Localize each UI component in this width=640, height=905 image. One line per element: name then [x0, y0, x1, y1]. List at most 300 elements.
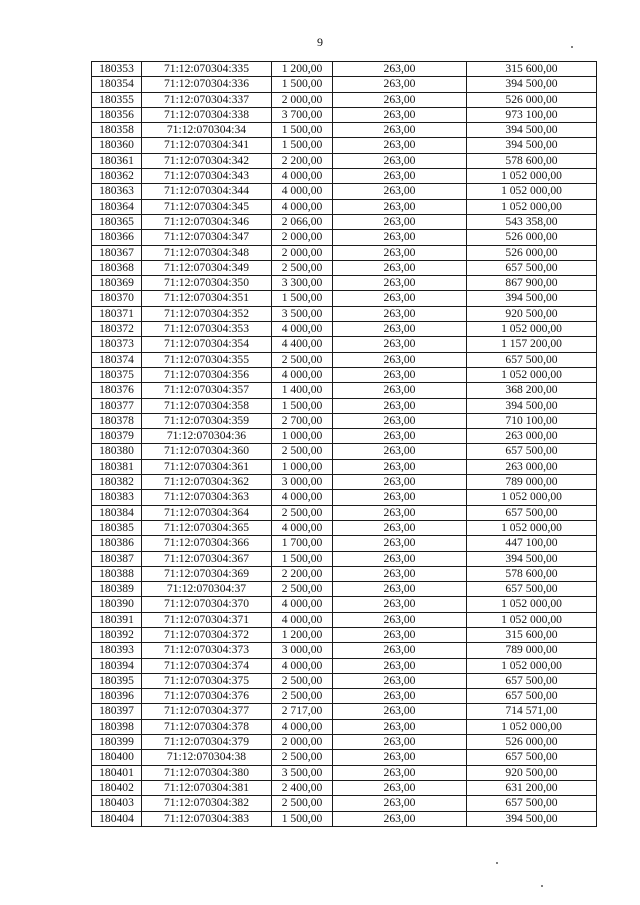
cell-area: 4 000,00 [272, 520, 333, 535]
cell-cadastral-number: 71:12:070304:376 [142, 689, 272, 704]
table-body [92, 62, 597, 827]
cell-id: 180358 [92, 123, 142, 138]
cell-area: 4 000,00 [272, 169, 333, 184]
table-row [92, 582, 597, 597]
cell-rate: 263,00 [333, 260, 467, 275]
cell-cadastral-number: 71:12:070304:34 [142, 123, 272, 138]
cell-sum: 526 000,00 [467, 230, 597, 245]
cell-sum: 394 500,00 [467, 398, 597, 413]
table-row [92, 796, 597, 811]
cell-cadastral-number: 71:12:070304:373 [142, 643, 272, 658]
cell-rate: 263,00 [333, 199, 467, 214]
cell-cadastral-number: 71:12:070304:365 [142, 520, 272, 535]
table-row [92, 750, 597, 765]
cell-rate: 263,00 [333, 214, 467, 229]
cell-id: 180356 [92, 107, 142, 122]
cell-area: 3 700,00 [272, 107, 333, 122]
cell-cadastral-number: 71:12:070304:377 [142, 704, 272, 719]
cell-cadastral-number: 71:12:070304:347 [142, 230, 272, 245]
cell-id: 180361 [92, 153, 142, 168]
cell-sum: 578 600,00 [467, 566, 597, 581]
cell-id: 180366 [92, 230, 142, 245]
cell-rate: 263,00 [333, 627, 467, 642]
table-row [92, 459, 597, 474]
cell-cadastral-number: 71:12:070304:363 [142, 490, 272, 505]
table-row [92, 322, 597, 337]
cell-sum: 1 052 000,00 [467, 520, 597, 535]
table-row [92, 138, 597, 153]
cell-sum: 1 052 000,00 [467, 322, 597, 337]
cell-area: 2 400,00 [272, 780, 333, 795]
cell-cadastral-number: 71:12:070304:356 [142, 367, 272, 382]
cell-sum: 657 500,00 [467, 582, 597, 597]
cell-rate: 263,00 [333, 77, 467, 92]
cell-rate: 263,00 [333, 352, 467, 367]
cell-id: 180404 [92, 811, 142, 826]
table-row [92, 306, 597, 321]
cell-rate: 263,00 [333, 780, 467, 795]
cell-sum: 394 500,00 [467, 291, 597, 306]
table-row [92, 673, 597, 688]
cell-cadastral-number: 71:12:070304:379 [142, 735, 272, 750]
cell-area: 2 000,00 [272, 245, 333, 260]
cell-id: 180355 [92, 92, 142, 107]
cell-sum: 1 052 000,00 [467, 597, 597, 612]
cell-cadastral-number: 71:12:070304:336 [142, 77, 272, 92]
cell-rate: 263,00 [333, 719, 467, 734]
cell-rate: 263,00 [333, 735, 467, 750]
cell-area: 2 500,00 [272, 673, 333, 688]
cell-id: 180386 [92, 536, 142, 551]
cell-area: 3 000,00 [272, 475, 333, 490]
cell-rate: 263,00 [333, 689, 467, 704]
cell-rate: 263,00 [333, 138, 467, 153]
cell-id: 180353 [92, 62, 142, 77]
cell-area: 3 500,00 [272, 765, 333, 780]
cell-id: 180389 [92, 582, 142, 597]
cell-rate: 263,00 [333, 62, 467, 77]
cell-sum: 657 500,00 [467, 750, 597, 765]
cell-rate: 263,00 [333, 184, 467, 199]
table-row [92, 643, 597, 658]
cell-cadastral-number: 71:12:070304:335 [142, 62, 272, 77]
cell-area: 2 500,00 [272, 796, 333, 811]
table-row [92, 92, 597, 107]
cell-cadastral-number: 71:12:070304:364 [142, 505, 272, 520]
table-row [92, 490, 597, 505]
cell-cadastral-number: 71:12:070304:380 [142, 765, 272, 780]
cell-rate: 263,00 [333, 444, 467, 459]
cell-sum: 920 500,00 [467, 765, 597, 780]
cell-area: 2 000,00 [272, 92, 333, 107]
table-row [92, 184, 597, 199]
cell-rate: 263,00 [333, 475, 467, 490]
cell-id: 180397 [92, 704, 142, 719]
cell-sum: 789 000,00 [467, 475, 597, 490]
cell-area: 1 500,00 [272, 77, 333, 92]
cell-area: 4 000,00 [272, 199, 333, 214]
cell-area: 4 000,00 [272, 490, 333, 505]
table-row [92, 199, 597, 214]
cell-area: 2 000,00 [272, 230, 333, 245]
cell-rate: 263,00 [333, 490, 467, 505]
cell-id: 180381 [92, 459, 142, 474]
cell-id: 180372 [92, 322, 142, 337]
cell-id: 180400 [92, 750, 142, 765]
cell-area: 1 500,00 [272, 291, 333, 306]
cell-id: 180380 [92, 444, 142, 459]
cell-cadastral-number: 71:12:070304:381 [142, 780, 272, 795]
cell-cadastral-number: 71:12:070304:360 [142, 444, 272, 459]
cell-rate: 263,00 [333, 367, 467, 382]
cell-cadastral-number: 71:12:070304:337 [142, 92, 272, 107]
cell-area: 2 717,00 [272, 704, 333, 719]
cell-sum: 394 500,00 [467, 138, 597, 153]
cell-rate: 263,00 [333, 673, 467, 688]
land-plots-table [91, 61, 597, 827]
cell-cadastral-number: 71:12:070304:345 [142, 199, 272, 214]
cell-sum: 657 500,00 [467, 505, 597, 520]
table-row [92, 383, 597, 398]
table-row [92, 230, 597, 245]
cell-area: 3 000,00 [272, 643, 333, 658]
cell-cadastral-number: 71:12:070304:353 [142, 322, 272, 337]
cell-id: 180354 [92, 77, 142, 92]
cell-id: 180369 [92, 276, 142, 291]
cell-rate: 263,00 [333, 658, 467, 673]
cell-cadastral-number: 71:12:070304:366 [142, 536, 272, 551]
cell-cadastral-number: 71:12:070304:358 [142, 398, 272, 413]
cell-area: 1 500,00 [272, 398, 333, 413]
cell-area: 4 000,00 [272, 612, 333, 627]
cell-cadastral-number: 71:12:070304:370 [142, 597, 272, 612]
table-row [92, 780, 597, 795]
cell-sum: 714 571,00 [467, 704, 597, 719]
cell-id: 180401 [92, 765, 142, 780]
cell-rate: 263,00 [333, 429, 467, 444]
table-row [92, 735, 597, 750]
cell-sum: 710 100,00 [467, 413, 597, 428]
cell-area: 2 500,00 [272, 750, 333, 765]
cell-sum: 867 900,00 [467, 276, 597, 291]
table-row [92, 566, 597, 581]
cell-id: 180398 [92, 719, 142, 734]
cell-area: 4 000,00 [272, 184, 333, 199]
table-row [92, 444, 597, 459]
cell-sum: 578 600,00 [467, 153, 597, 168]
cell-area: 1 500,00 [272, 551, 333, 566]
table-row [92, 245, 597, 260]
cell-sum: 394 500,00 [467, 811, 597, 826]
table-row [92, 276, 597, 291]
cell-id: 180399 [92, 735, 142, 750]
cell-id: 180383 [92, 490, 142, 505]
table-row [92, 689, 597, 704]
cell-area: 2 500,00 [272, 260, 333, 275]
table-row [92, 153, 597, 168]
cell-area: 1 500,00 [272, 811, 333, 826]
cell-cadastral-number: 71:12:070304:349 [142, 260, 272, 275]
cell-id: 180392 [92, 627, 142, 642]
cell-id: 180373 [92, 337, 142, 352]
cell-sum: 263 000,00 [467, 459, 597, 474]
table-row [92, 291, 597, 306]
cell-sum: 1 052 000,00 [467, 612, 597, 627]
cell-rate: 263,00 [333, 811, 467, 826]
cell-rate: 263,00 [333, 398, 467, 413]
scan-speck [496, 862, 498, 864]
table-row [92, 429, 597, 444]
cell-id: 180360 [92, 138, 142, 153]
cell-id: 180390 [92, 597, 142, 612]
table-row [92, 765, 597, 780]
cell-rate: 263,00 [333, 291, 467, 306]
cell-sum: 657 500,00 [467, 673, 597, 688]
cell-id: 180376 [92, 383, 142, 398]
cell-cadastral-number: 71:12:070304:342 [142, 153, 272, 168]
cell-rate: 263,00 [333, 123, 467, 138]
cell-rate: 263,00 [333, 337, 467, 352]
cell-id: 180395 [92, 673, 142, 688]
cell-id: 180394 [92, 658, 142, 673]
cell-cadastral-number: 71:12:070304:362 [142, 475, 272, 490]
cell-sum: 1 052 000,00 [467, 490, 597, 505]
cell-rate: 263,00 [333, 765, 467, 780]
cell-rate: 263,00 [333, 383, 467, 398]
cell-area: 4 000,00 [272, 322, 333, 337]
table-row [92, 352, 597, 367]
cell-cadastral-number: 71:12:070304:37 [142, 582, 272, 597]
cell-sum: 1 052 000,00 [467, 719, 597, 734]
cell-id: 180403 [92, 796, 142, 811]
cell-rate: 263,00 [333, 230, 467, 245]
cell-area: 2 000,00 [272, 735, 333, 750]
cell-area: 1 200,00 [272, 62, 333, 77]
cell-area: 2 500,00 [272, 352, 333, 367]
cell-cadastral-number: 71:12:070304:346 [142, 214, 272, 229]
cell-area: 2 500,00 [272, 689, 333, 704]
cell-cadastral-number: 71:12:070304:352 [142, 306, 272, 321]
cell-area: 1 500,00 [272, 138, 333, 153]
cell-cadastral-number: 71:12:070304:338 [142, 107, 272, 122]
cell-sum: 1 052 000,00 [467, 184, 597, 199]
cell-rate: 263,00 [333, 169, 467, 184]
cell-sum: 526 000,00 [467, 735, 597, 750]
cell-rate: 263,00 [333, 597, 467, 612]
cell-area: 1 500,00 [272, 123, 333, 138]
cell-area: 1 400,00 [272, 383, 333, 398]
cell-cadastral-number: 71:12:070304:361 [142, 459, 272, 474]
cell-rate: 263,00 [333, 276, 467, 291]
cell-area: 1 000,00 [272, 459, 333, 474]
cell-area: 1 700,00 [272, 536, 333, 551]
table-row [92, 520, 597, 535]
table-row [92, 337, 597, 352]
cell-sum: 263 000,00 [467, 429, 597, 444]
table-row [92, 77, 597, 92]
cell-id: 180374 [92, 352, 142, 367]
table-row [92, 704, 597, 719]
cell-area: 2 200,00 [272, 153, 333, 168]
table-row [92, 367, 597, 382]
cell-id: 180393 [92, 643, 142, 658]
cell-rate: 263,00 [333, 520, 467, 535]
cell-rate: 263,00 [333, 153, 467, 168]
cell-id: 180365 [92, 214, 142, 229]
cell-sum: 657 500,00 [467, 444, 597, 459]
cell-area: 1 000,00 [272, 429, 333, 444]
cell-cadastral-number: 71:12:070304:354 [142, 337, 272, 352]
cell-sum: 315 600,00 [467, 62, 597, 77]
cell-sum: 526 000,00 [467, 92, 597, 107]
cell-rate: 263,00 [333, 322, 467, 337]
page-number: 9 [317, 35, 323, 49]
table-row [92, 505, 597, 520]
table-row [92, 62, 597, 77]
cell-cadastral-number: 71:12:070304:357 [142, 383, 272, 398]
cell-area: 3 500,00 [272, 306, 333, 321]
table-row [92, 536, 597, 551]
cell-sum: 657 500,00 [467, 796, 597, 811]
cell-rate: 263,00 [333, 704, 467, 719]
cell-sum: 1 052 000,00 [467, 169, 597, 184]
cell-rate: 263,00 [333, 306, 467, 321]
cell-area: 3 300,00 [272, 276, 333, 291]
cell-sum: 920 500,00 [467, 306, 597, 321]
cell-cadastral-number: 71:12:070304:375 [142, 673, 272, 688]
cell-id: 180371 [92, 306, 142, 321]
cell-id: 180363 [92, 184, 142, 199]
cell-id: 180368 [92, 260, 142, 275]
cell-id: 180367 [92, 245, 142, 260]
cell-area: 2 066,00 [272, 214, 333, 229]
cell-cadastral-number: 71:12:070304:367 [142, 551, 272, 566]
cell-id: 180387 [92, 551, 142, 566]
cell-rate: 263,00 [333, 612, 467, 627]
cell-cadastral-number: 71:12:070304:350 [142, 276, 272, 291]
cell-id: 180379 [92, 429, 142, 444]
cell-rate: 263,00 [333, 551, 467, 566]
cell-area: 4 000,00 [272, 367, 333, 382]
cell-area: 2 500,00 [272, 444, 333, 459]
cell-rate: 263,00 [333, 413, 467, 428]
cell-cadastral-number: 71:12:070304:344 [142, 184, 272, 199]
table-row [92, 107, 597, 122]
cell-rate: 263,00 [333, 536, 467, 551]
cell-rate: 263,00 [333, 107, 467, 122]
cell-sum: 447 100,00 [467, 536, 597, 551]
cell-rate: 263,00 [333, 582, 467, 597]
table-row [92, 551, 597, 566]
cell-sum: 631 200,00 [467, 780, 597, 795]
table-row [92, 612, 597, 627]
cell-cadastral-number: 71:12:070304:36 [142, 429, 272, 444]
cell-sum: 1 157 200,00 [467, 337, 597, 352]
cell-area: 2 500,00 [272, 505, 333, 520]
cell-cadastral-number: 71:12:070304:348 [142, 245, 272, 260]
cell-rate: 263,00 [333, 505, 467, 520]
cell-id: 180391 [92, 612, 142, 627]
cell-cadastral-number: 71:12:070304:382 [142, 796, 272, 811]
cell-cadastral-number: 71:12:070304:343 [142, 169, 272, 184]
cell-rate: 263,00 [333, 750, 467, 765]
cell-id: 180370 [92, 291, 142, 306]
table-row [92, 398, 597, 413]
table-row [92, 123, 597, 138]
table-row [92, 811, 597, 826]
cell-area: 4 400,00 [272, 337, 333, 352]
cell-id: 180362 [92, 169, 142, 184]
table-row [92, 214, 597, 229]
cell-id: 180382 [92, 475, 142, 490]
table-row [92, 597, 597, 612]
table-row [92, 475, 597, 490]
cell-sum: 657 500,00 [467, 352, 597, 367]
cell-rate: 263,00 [333, 643, 467, 658]
cell-sum: 973 100,00 [467, 107, 597, 122]
cell-cadastral-number: 71:12:070304:355 [142, 352, 272, 367]
cell-id: 180402 [92, 780, 142, 795]
cell-id: 180375 [92, 367, 142, 382]
cell-id: 180396 [92, 689, 142, 704]
cell-rate: 263,00 [333, 796, 467, 811]
cell-cadastral-number: 71:12:070304:38 [142, 750, 272, 765]
cell-area: 2 700,00 [272, 413, 333, 428]
cell-sum: 1 052 000,00 [467, 658, 597, 673]
cell-id: 180364 [92, 199, 142, 214]
cell-sum: 657 500,00 [467, 689, 597, 704]
cell-sum: 1 052 000,00 [467, 367, 597, 382]
scan-speck [571, 46, 573, 48]
cell-rate: 263,00 [333, 245, 467, 260]
cell-rate: 263,00 [333, 566, 467, 581]
table-row [92, 413, 597, 428]
cell-cadastral-number: 71:12:070304:374 [142, 658, 272, 673]
cell-sum: 1 052 000,00 [467, 199, 597, 214]
cell-area: 4 000,00 [272, 719, 333, 734]
cell-cadastral-number: 71:12:070304:359 [142, 413, 272, 428]
cell-area: 4 000,00 [272, 597, 333, 612]
cell-cadastral-number: 71:12:070304:369 [142, 566, 272, 581]
scan-speck [541, 885, 543, 887]
cell-sum: 543 358,00 [467, 214, 597, 229]
cell-sum: 315 600,00 [467, 627, 597, 642]
table-row [92, 658, 597, 673]
cell-area: 4 000,00 [272, 658, 333, 673]
cell-id: 180378 [92, 413, 142, 428]
cell-sum: 368 200,00 [467, 383, 597, 398]
cell-id: 180385 [92, 520, 142, 535]
cell-sum: 394 500,00 [467, 77, 597, 92]
cell-cadastral-number: 71:12:070304:341 [142, 138, 272, 153]
table-row [92, 169, 597, 184]
cell-id: 180384 [92, 505, 142, 520]
cell-sum: 394 500,00 [467, 123, 597, 138]
cell-id: 180388 [92, 566, 142, 581]
table-row [92, 627, 597, 642]
cell-sum: 657 500,00 [467, 260, 597, 275]
cell-cadastral-number: 71:12:070304:371 [142, 612, 272, 627]
cell-area: 2 200,00 [272, 566, 333, 581]
cell-area: 2 500,00 [272, 582, 333, 597]
cell-area: 1 200,00 [272, 627, 333, 642]
cell-id: 180377 [92, 398, 142, 413]
cell-rate: 263,00 [333, 92, 467, 107]
cell-cadastral-number: 71:12:070304:383 [142, 811, 272, 826]
cell-cadastral-number: 71:12:070304:372 [142, 627, 272, 642]
cell-sum: 789 000,00 [467, 643, 597, 658]
cell-rate: 263,00 [333, 459, 467, 474]
